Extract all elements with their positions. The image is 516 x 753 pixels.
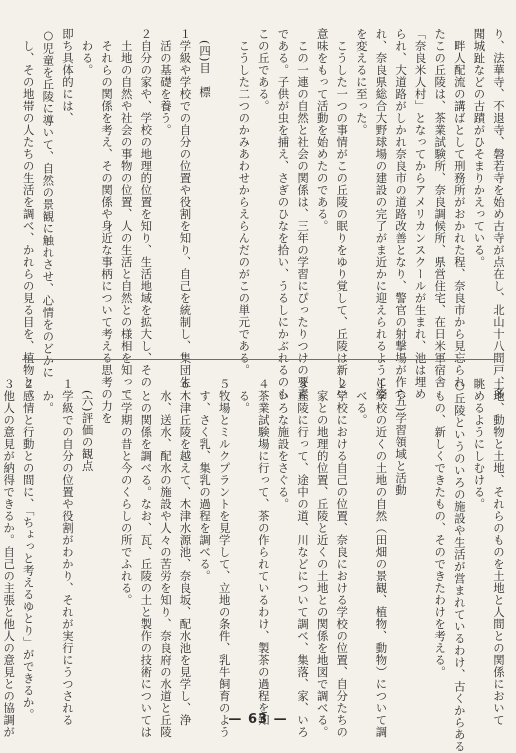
- lower-text-line: ３他人の意見が納得できるか。自己の主張と他人の意見との協調が: [2, 378, 17, 738]
- upper-text-line: 畔人配流の講ばとして刑務所がおかれた程、奈良市から見忘られ: [452, 28, 467, 388]
- lower-text-line: 眺めるようにしむける。: [472, 378, 487, 510]
- lower-text-line: べる。: [354, 378, 369, 426]
- lower-text-line: (六)評価の観点: [80, 378, 95, 473]
- lower-text-line: ２感情と行動との間に、「ちょっと考えるゆとり」ができるか。: [21, 378, 36, 721]
- lower-text-line: か。: [41, 378, 56, 414]
- lower-text-line: もの、新しくできたもの、そのできたわけを考える。: [433, 378, 448, 678]
- upper-text-line: ２自分の家や、学校の地理的位置を知り、生活地域を拡大し、その: [139, 28, 154, 388]
- upper-text-line: この一連の自然と社会の関係は、三年の学習にぴったりつけの要素: [296, 28, 311, 400]
- upper-text-line: わる。: [80, 28, 95, 76]
- lower-text-line: との関係を調べる。なお、瓦、丘陵の土と製作の技術については: [139, 378, 154, 738]
- lower-text-line: (五)学習領域と活動: [394, 378, 409, 497]
- upper-text-line: それらの関係を考え、その関係や身近な事柄について考える思考の力を: [100, 28, 115, 424]
- upper-text-line: ○児童を丘陵に導いて、自然の景観に触れさせ、心情をのどかに: [41, 28, 56, 379]
- upper-text-line: 「奈良米人村」となってからアメリカンスクールが生まれ、池は埋め: [413, 28, 428, 400]
- upper-text-line: (四)目 標: [198, 28, 213, 99]
- upper-text-line: である。子供が虫を捕え、さぎのひなを拾い、うるしにかぶれるのも: [276, 28, 291, 400]
- lower-text-line: ４茶業試験場に行って、茶の作られているわけ、製茶の過程を知: [256, 378, 271, 726]
- lower-text-line: [97, 378, 117, 689]
- lower-text-line: ２学校における自己の位置、奈良における学校の位置、自分たちの: [335, 378, 350, 738]
- upper-text-line: 聞城趾などの古蹟がひそまりかえっている。: [472, 28, 487, 268]
- lower-text-line: ５牧場とミルクプラントを見学して、立地の条件、乳牛飼育のよう: [217, 378, 232, 738]
- lower-text-line: 水、送水、配水の施設や人々の苦労を知り、奈良府の水道と丘陵: [158, 378, 173, 738]
- lower-text-line: す、さく乳、集乳の過程を調べる。: [198, 378, 213, 582]
- lower-text-line: ○丘陵というのいろの施設や生活が営まれているわけ、古くからある: [452, 378, 467, 753]
- section-divider: [22, 359, 498, 360]
- upper-text-line: 意味をもって活動を始めたのである。: [315, 28, 330, 232]
- upper-text-line: [214, 28, 234, 339]
- upper-text-line: 活の基礎を養う。: [158, 28, 173, 136]
- upper-text-line: たこの丘陵は、茶業試験所、奈良調候所、県営住宅、在日米軍宿舎: [433, 28, 448, 388]
- lower-text-line: 二学期の昔と今のくらしの所でふれる。: [119, 378, 134, 606]
- lower-text-line: ６木津丘陵を越えて、木津水源池、奈良坂、配水池を見学し、浄: [178, 378, 193, 726]
- page-number: — 63 —: [228, 712, 288, 727]
- upper-text-line: られ、大道路がしかれ奈良市の道路改善となり、警官の射撃場が作ら: [394, 28, 409, 400]
- upper-text-line: れ、奈良県総合大野球場の建設の完了がま近かに迎えられるように姿: [374, 28, 389, 400]
- lower-text-line: １学校の近くの土地の自然（田畑の景観、植物、動物）について調: [374, 378, 389, 738]
- upper-text-line: 土地の自然や社会の事物の位置、人の生活と自然との様相を知って: [119, 28, 134, 400]
- upper-text-line: この丘である。: [256, 28, 271, 112]
- lower-text-line: ３丘陵に行って、途中の道、川などについて調べ、集落、家、いろ: [296, 378, 311, 738]
- upper-text-line: を変えるに至った。: [354, 28, 369, 136]
- upper-text-line: １学級や学校での自分の位置や役割を知り、自己を統制し、集団生: [178, 28, 193, 388]
- upper-text-line: り、法華寺、不退寺、磐若寺を始め古寺が点在し、北山十八間戸、多: [492, 28, 506, 400]
- upper-text-line: 即ち具体的には、: [60, 28, 75, 124]
- lower-text-line: る。: [237, 378, 252, 414]
- upper-text-line: こうした一つの事情がこの丘陵の眠りをゆり覚して、丘陵は新しい: [335, 28, 350, 400]
- lower-text-line: いろな施設をさぐる。: [276, 378, 291, 510]
- lower-text-line: [410, 378, 430, 689]
- upper-text-line: し、その地帯の人たちの生活を調べ、かれらの見る目を、植物と: [21, 28, 36, 388]
- lower-text-line: １学級での自分の位置や役割がわかり、それが実行にうつされる: [60, 378, 75, 726]
- lower-text-line: 家との地理的位置、丘陵と近くの土地との関係を地図で調べる。: [315, 378, 330, 738]
- upper-text-line: こうした二つのかみあわせからえらんだのがこの単元である。: [237, 28, 252, 376]
- lower-text-line: 土地、動物と土地、それらのものを土地と人間との関係において: [492, 378, 506, 726]
